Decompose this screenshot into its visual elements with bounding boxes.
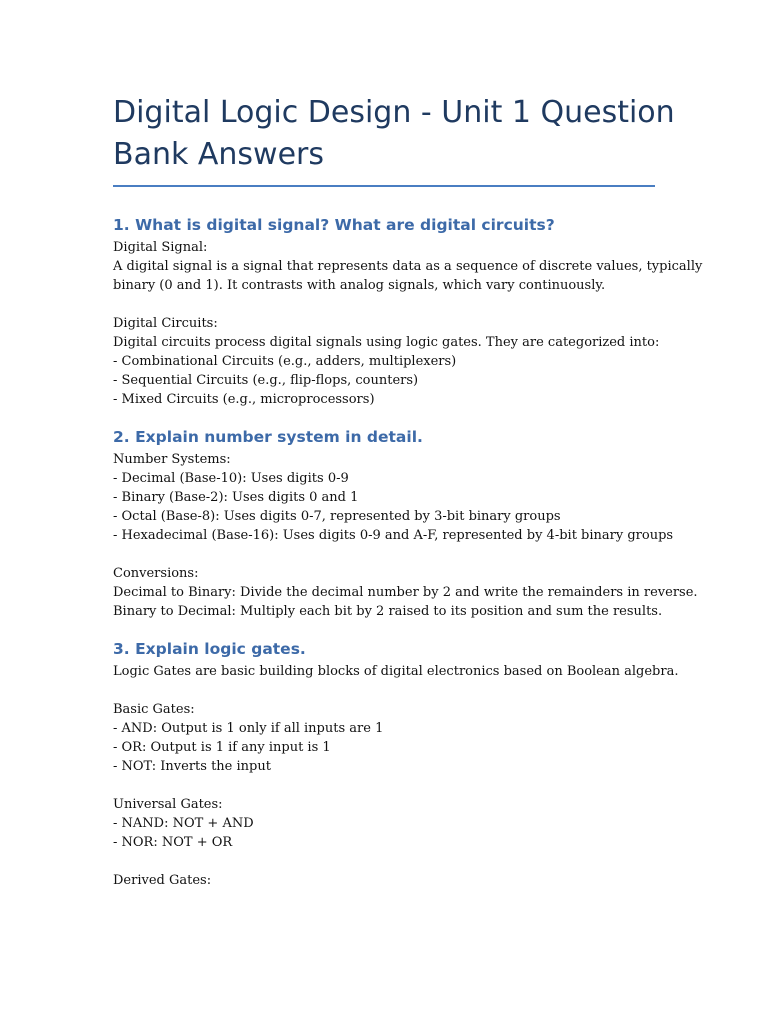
body-line: Binary to Decimal: Multiply each bit by 2 raised to its position and sum the results. (113, 604, 663, 619)
body-line: - Combinational Circuits (e.g., adders, multiplexers) (113, 354, 457, 369)
section-3 (113, 638, 679, 890)
body-line: - Binary (Base-2): Uses digits 0 and 1 (113, 490, 359, 505)
document-title-line-2: Bank Answers (113, 137, 325, 172)
blank-line (113, 852, 658, 871)
document-title-line-1: Digital Logic Design - Unit 1 Question (113, 95, 675, 130)
body-line: Basic Gates: (113, 702, 195, 717)
body-line: - Sequential Circuits (e.g., flip-flops, counters) (113, 373, 419, 388)
body-line: Conversions: (113, 566, 199, 581)
body-line: binary (0 and 1). It contrasts with analog signals, which vary continuously. (113, 278, 606, 293)
body-line: - NOT: Inverts the input (113, 759, 271, 774)
body-line: Digital circuits process digital signals using logic gates. They are categorized into: (113, 335, 660, 350)
body-line: A digital signal is a signal that represents data as a sequence of discrete values, typically (113, 259, 703, 274)
section-1 (113, 214, 703, 409)
body-line: - Hexadecimal (Base-16): Uses digits 0-9 and A-F, represented by 4-bit binary groups (113, 528, 674, 543)
body-line: - AND: Output is 1 only if all inputs are 1 (113, 721, 384, 736)
body-line: Digital Circuits: (113, 316, 218, 331)
document-title (113, 92, 675, 176)
body-line: - Octal (Base-8): Uses digits 0-7, represented by 3-bit binary groups (113, 509, 561, 524)
body-line: Logic Gates are basic building blocks of digital electronics based on Boolean algebra. (113, 664, 679, 679)
section-heading: 2. Explain number system in detail. (113, 428, 423, 446)
section-body (113, 450, 698, 621)
section-heading: 1. What is digital signal? What are digital circuits? (113, 216, 555, 234)
body-line: - OR: Output is 1 if any input is 1 (113, 740, 331, 755)
body-line: - Mixed Circuits (e.g., microprocessors) (113, 392, 375, 407)
section-heading: 3. Explain logic gates. (113, 640, 306, 658)
section-2 (113, 426, 698, 621)
blank-line (113, 681, 658, 700)
section-body (113, 238, 703, 409)
title-divider (113, 185, 655, 187)
body-line: Digital Signal: (113, 240, 208, 255)
section-body (113, 662, 679, 890)
body-line: - Decimal (Base-10): Uses digits 0-9 (113, 471, 349, 486)
blank-line (113, 545, 658, 564)
document-page (113, 92, 703, 890)
body-line: Derived Gates: (113, 873, 212, 888)
body-line: Universal Gates: (113, 797, 223, 812)
body-line: - NAND: NOT + AND (113, 816, 254, 831)
blank-line (113, 295, 658, 314)
body-line: Number Systems: (113, 452, 231, 467)
body-line: Decimal to Binary: Divide the decimal number by 2 and write the remainders in reverse. (113, 585, 698, 600)
body-line: - NOR: NOT + OR (113, 835, 233, 850)
blank-line (113, 776, 658, 795)
